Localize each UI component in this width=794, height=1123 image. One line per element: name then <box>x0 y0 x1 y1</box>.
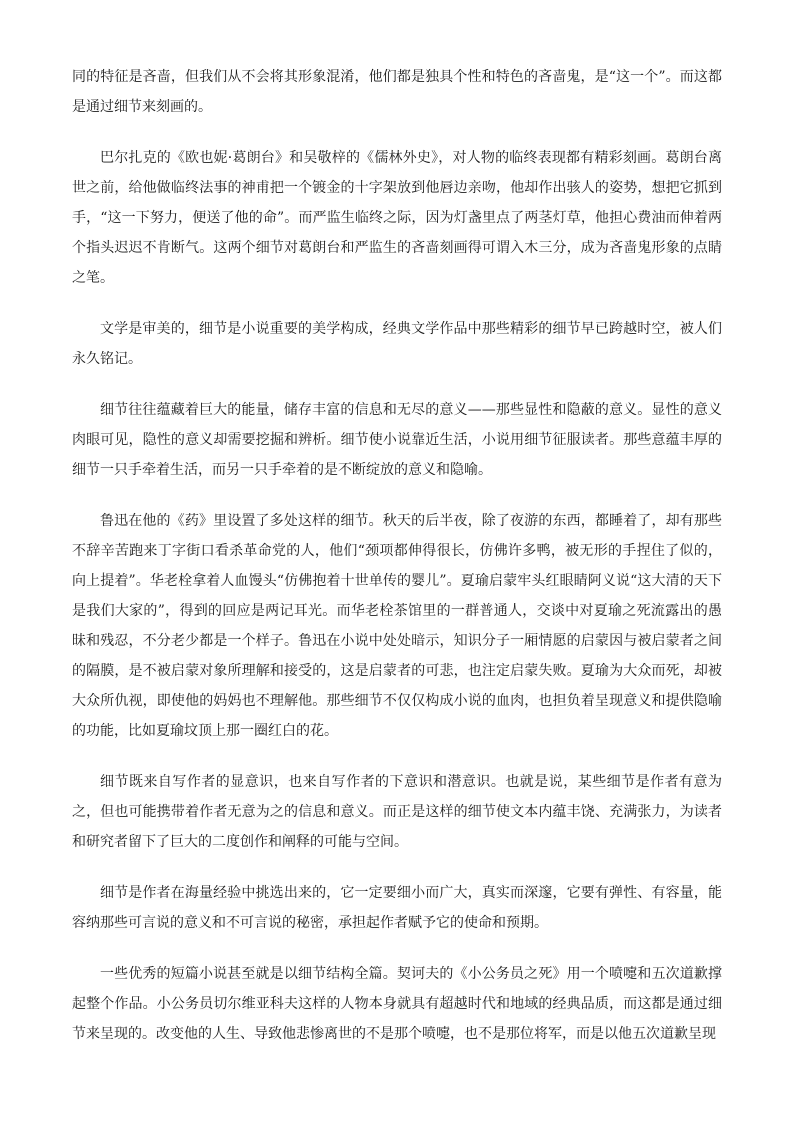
paragraph-2: 巴尔扎克的《欧也妮·葛朗台》和吴敬梓的《儒林外史》，对人物的临终表现都有精彩刻画。葛朗台离世之前，给他做临终法事的神甫把一个镀金的十字架放到他唇边亲吻，他却作出骇人的姿势，想把它抓到手，“这一下努力，便送了他的命”。而严监生临终之际，因为灯盏里点了两茎灯草，他担心费油而伸着两个指头迟迟不肯断气。这两个细节对葛朗台和严监生的吝啬刻画得可谓入木三分，成为吝啬鬼形象的点睛之笔。 <box>72 150 722 286</box>
paragraph-4: 细节往往蕴藏着巨大的能量，储存丰富的信息和无尽的意义——那些显性和隐蔽的意义。显性的意义肉眼可见，隐性的意义却需要挖掘和辨析。细节使小说靠近生活，小说用细节征服读者。那些意蕴丰厚的细节一只手牵着生活，而另一只手牵着的是不断绽放的意义和隐喻。 <box>72 402 722 478</box>
paragraph-7: 细节是作者在海量经验中挑选出来的，它一定要细小而广大，真实而深邃，它要有弹性、有容量，能容纳那些可言说的意义和不可言说的秘密，承担起作者赋予它的使命和预期。 <box>72 885 722 931</box>
paragraph-5: 鲁迅在他的《药》里设置了多处这样的细节。秋天的后半夜，除了夜游的东西，都睡着了，却有那些不辞辛苦跑来丁字街口看杀革命党的人，他们“颈项都伸得很长，仿佛许多鸭，被无形的手捏住了似的，向上提着”。华老栓拿着人血馒头“仿佛抱着十世单传的婴儿”。夏瑜启蒙牢头红眼睛阿义说“这大清的天下是我们大家的”，得到的回应是两记耳光。而华老栓茶馆里的一群普通人，交谈中对夏瑜之死流露出的愚昧和残忍，不分老少都是一个样子。鲁迅在小说中处处暗示，知识分子一厢情愿的启蒙因与被启蒙者之间的隔膜，是不被启蒙对象所理解和接受的，这是启蒙者的可悲，也注定启蒙失败。夏瑜为大众而死，却被大众所仇视，即使他的妈妈也不理解他。那些细节不仅仅构成小说的血肉，也担负着呈现意义和提供隐喻的功能，比如夏瑜坟顶上那一圈红白的花。 <box>72 513 722 739</box>
paragraph-8: 一些优秀的短篇小说甚至就是以细节结构全篇。契诃夫的《小公务员之死》用一个喷嚏和五次道歉撑起整个作品。小公务员切尔维亚科夫这样的人物本身就具有超越时代和地域的经典品质，而这都是通过细节来呈现的。改变他的人生、导致他悲惨离世的不是那个喷嚏，也不是那位将军，而是以他五次道歉呈现 <box>72 966 722 1042</box>
paragraph-6: 细节既来自写作者的显意识，也来自写作者的下意识和潜意识。也就是说，某些细节是作者有意为之，但也可能携带着作者无意为之的信息和意义。而正是这样的细节使文本内蕴丰饶、充满张力，为读者和研究者留下了巨大的二度创作和阐释的可能与空间。 <box>72 774 722 850</box>
paragraph-3: 文学是审美的，细节是小说重要的美学构成，经典文学作品中那些精彩的细节早已跨越时空，被人们永久铭记。 <box>72 321 722 367</box>
document-page <box>72 62 722 1070</box>
paragraph-1: 同的特征是吝啬，但我们从不会将其形象混淆，他们都是独具个性和特色的吝啬鬼，是“这一个”。而这都是通过细节来刻画的。 <box>72 69 722 115</box>
